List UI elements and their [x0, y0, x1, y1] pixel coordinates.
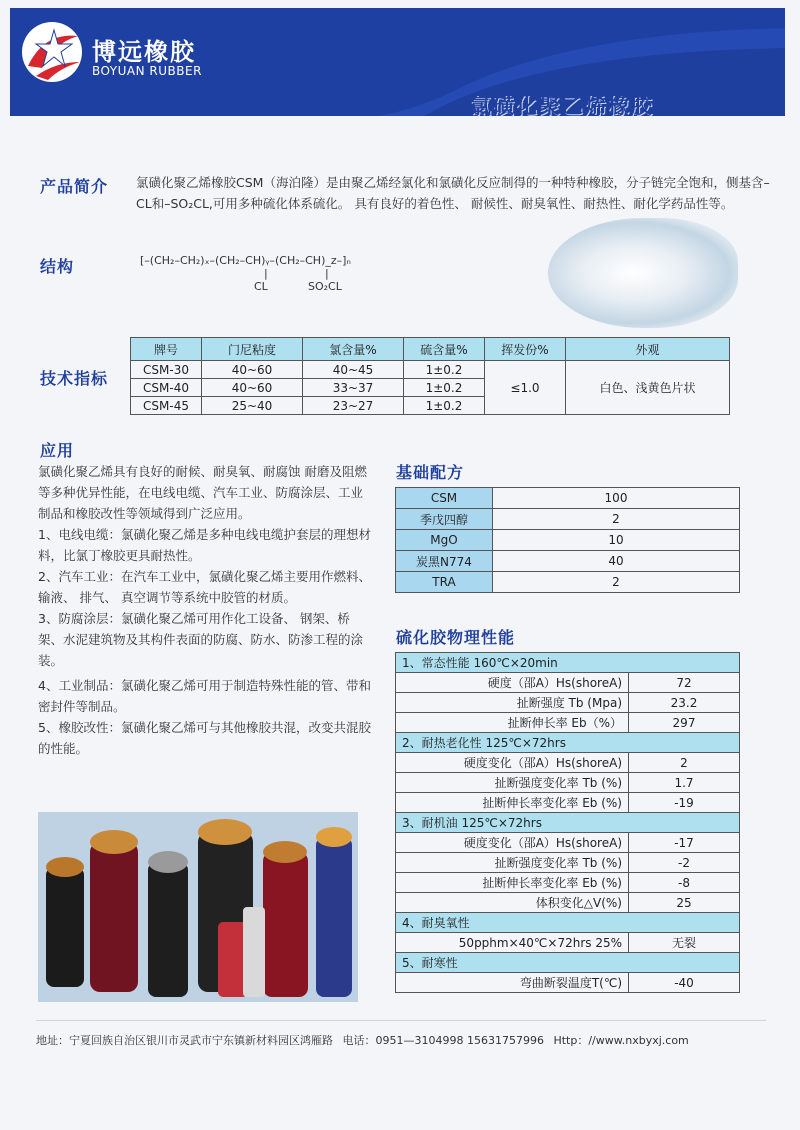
spec-col-grade: 牌号 [131, 338, 202, 361]
footer-phone: 电话：0951—3104998 15631757996 [342, 1034, 544, 1047]
structure-formula: [–(CH₂–CH₂)ₓ–(CH₂–CH)ᵧ–(CH₂–CH)_z–]ₙ | | CL SO₂CL [140, 254, 351, 293]
table-cell: 40~60 [202, 361, 303, 379]
property-value: 25 [629, 893, 740, 913]
table-cell: 25~40 [202, 397, 303, 415]
spec-col-appearance: 外观 [566, 338, 730, 361]
property-value: -2 [629, 853, 740, 873]
property-value: 297 [629, 713, 740, 733]
property-group-header: 4、耐臭氧性 [396, 913, 740, 933]
spec-col-sulfur: 硫含量% [404, 338, 485, 361]
brand-name-en: BOYUAN RUBBER [92, 64, 202, 78]
star-logo-icon [22, 22, 82, 82]
table-row [396, 551, 740, 572]
appearance-cell: 白色、浅黄色片状 [566, 361, 730, 415]
table-row [396, 873, 740, 893]
property-value: 72 [629, 673, 740, 693]
table-cell: 23~27 [303, 397, 404, 415]
property-value: -8 [629, 873, 740, 893]
property-value: 无裂 [629, 933, 740, 953]
property-group-header: 5、耐寒性 [396, 953, 740, 973]
properties-table [395, 652, 740, 993]
recipe-amount: 2 [493, 572, 740, 593]
recipe-amount: 2 [493, 509, 740, 530]
table-cell: 1±0.2 [404, 361, 485, 379]
property-name: 50pphm×40℃×72hrs 25% [396, 933, 629, 953]
recipe-ingredient: MgO [396, 530, 493, 551]
property-name: 弯曲断裂温度T(℃) [396, 973, 629, 993]
brand-name-cn: 博远橡胶 [92, 38, 196, 66]
property-value: -19 [629, 793, 740, 813]
table-row [396, 833, 740, 853]
table-cell: CSM-40 [131, 379, 202, 397]
table-row [396, 773, 740, 793]
property-name: 硬度变化（邵A）Hs(shoreA) [396, 833, 629, 853]
table-row [396, 853, 740, 873]
property-name: 扯断伸长率变化率 Eb (%) [396, 873, 629, 893]
property-value: -17 [629, 833, 740, 853]
application-paragraph: 5、橡胶改性：氯磺化聚乙烯可与其他橡胶共混，改变共混胶的性能。 [38, 720, 371, 756]
application-heading: 应用 [40, 441, 75, 460]
table-row [131, 361, 730, 379]
property-value: -40 [629, 973, 740, 993]
company-logo [22, 22, 82, 82]
property-value: 1.7 [629, 773, 740, 793]
table-row [396, 488, 740, 509]
property-name: 扯断强度变化率 Tb (%) [396, 773, 629, 793]
footer [36, 1032, 695, 1048]
recipe-ingredient: 季戊四醇 [396, 509, 493, 530]
spec-col-mooney: 门尼粘度 [202, 338, 303, 361]
property-name: 体积变化△V(%) [396, 893, 629, 913]
recipe-ingredient: TRA [396, 572, 493, 593]
table-cell: CSM-30 [131, 361, 202, 379]
table-row [396, 713, 740, 733]
recipe-amount: 100 [493, 488, 740, 509]
property-name: 扯断伸长率 Eb（%） [396, 713, 629, 733]
property-group-header: 3、耐机油 125℃×72hrs [396, 813, 740, 833]
property-name: 扯断强度 Tb (Mpa) [396, 693, 629, 713]
cables-photo [38, 812, 358, 1002]
recipe-ingredient: 炭黑N774 [396, 551, 493, 572]
footer-divider [36, 1020, 766, 1021]
table-cell: CSM-45 [131, 397, 202, 415]
spec-col-chlorine: 氯含量% [303, 338, 404, 361]
table-row [396, 509, 740, 530]
property-name: 扯断伸长率变化率 Eb (%) [396, 793, 629, 813]
application-paragraph: 氯磺化聚乙烯具有良好的耐候、耐臭氧、耐腐蚀 耐磨及阻燃等多种优异性能，在电线电缆、汽车工业、防腐涂层、工业制品和橡胶改性等领域得到广泛应用。 [38, 464, 367, 521]
properties-heading: 硫化胶物理性能 [396, 628, 516, 647]
intro-text: 氯磺化聚乙烯橡胶CSM（海泊隆）是由聚乙烯经氯化和氯磺化反应制得的一种特种橡胶，分子链完全饱和，侧基含–CL和–SO₂CL,可用多种硫化体系硫化。 具有良好的着色性、 耐候性、耐臭氧性、耐热性、耐化学药品性等。 [136, 175, 770, 211]
structure-heading: 结构 [40, 257, 75, 276]
recipe-amount: 40 [493, 551, 740, 572]
footer-address: 地址：宁夏回族自治区银川市灵武市宁东镇新材料园区鸿雁路 [36, 1034, 333, 1047]
document-title: 氯磺化聚乙烯橡胶 [470, 94, 654, 118]
application-paragraph: 3、防腐涂层：氯磺化聚乙烯可用作化工设备、 钢架、桥架、水泥建筑物及其构件表面的防腐、防水、防渗工程的涂装。 [38, 611, 364, 668]
formula-so2cl-label: SO₂CL [308, 280, 342, 293]
pellets-photo [548, 218, 738, 328]
table-cell: 1±0.2 [404, 379, 485, 397]
application-paragraph: 1、电线电缆：氯磺化聚乙烯是多种电线电缆护套层的理想材料，比氯丁橡胶更具耐热性。 [38, 527, 371, 563]
property-value: 2 [629, 753, 740, 773]
table-cell: 33~37 [303, 379, 404, 397]
application-text [38, 461, 373, 759]
formula-cl-label: CL [254, 280, 268, 293]
table-row [396, 933, 740, 953]
application-paragraph: 2、汽车工业：在汽车工业中，氯磺化聚乙烯主要用作燃料、输液、 排气、 真空调节等系统中胶管的材质。 [38, 569, 371, 605]
property-group-header: 1、常态性能 160℃×20min [396, 653, 740, 673]
table-row [396, 893, 740, 913]
property-value: 23.2 [629, 693, 740, 713]
property-group-header: 2、耐热老化性 125℃×72hrs [396, 733, 740, 753]
spec-table [130, 337, 730, 415]
application-paragraph: 4、工业制品：氯磺化聚乙烯可用于制造特殊性能的管、带和密封件等制品。 [38, 678, 371, 714]
volatile-cell: ≤1.0 [485, 361, 566, 415]
table-cell: 1±0.2 [404, 397, 485, 415]
recipe-table [395, 487, 740, 593]
cables-illustration [38, 812, 358, 1002]
recipe-heading: 基础配方 [396, 463, 465, 482]
spec-header-row [131, 338, 730, 361]
property-name: 硬度（邵A）Hs(shoreA) [396, 673, 629, 693]
footer-website: Http：//www.nxbyxj.com [553, 1034, 689, 1047]
table-cell: 40~45 [303, 361, 404, 379]
table-row [396, 793, 740, 813]
property-name: 扯断强度变化率 Tb (%) [396, 853, 629, 873]
table-row [396, 693, 740, 713]
table-row [396, 530, 740, 551]
recipe-amount: 10 [493, 530, 740, 551]
property-name: 硬度变化（邵A）Hs(shoreA) [396, 753, 629, 773]
formula-main: [–(CH₂–CH₂)ₓ–(CH₂–CH)ᵧ–(CH₂–CH)_z–]ₙ [140, 254, 351, 267]
recipe-ingredient: CSM [396, 488, 493, 509]
table-row [396, 973, 740, 993]
spec-col-volatile: 挥发份% [485, 338, 566, 361]
table-cell: 40~60 [202, 379, 303, 397]
intro-heading: 产品简介 [40, 177, 109, 196]
table-row [396, 753, 740, 773]
table-row [396, 572, 740, 593]
spec-heading: 技术指标 [40, 369, 109, 388]
table-row [396, 673, 740, 693]
